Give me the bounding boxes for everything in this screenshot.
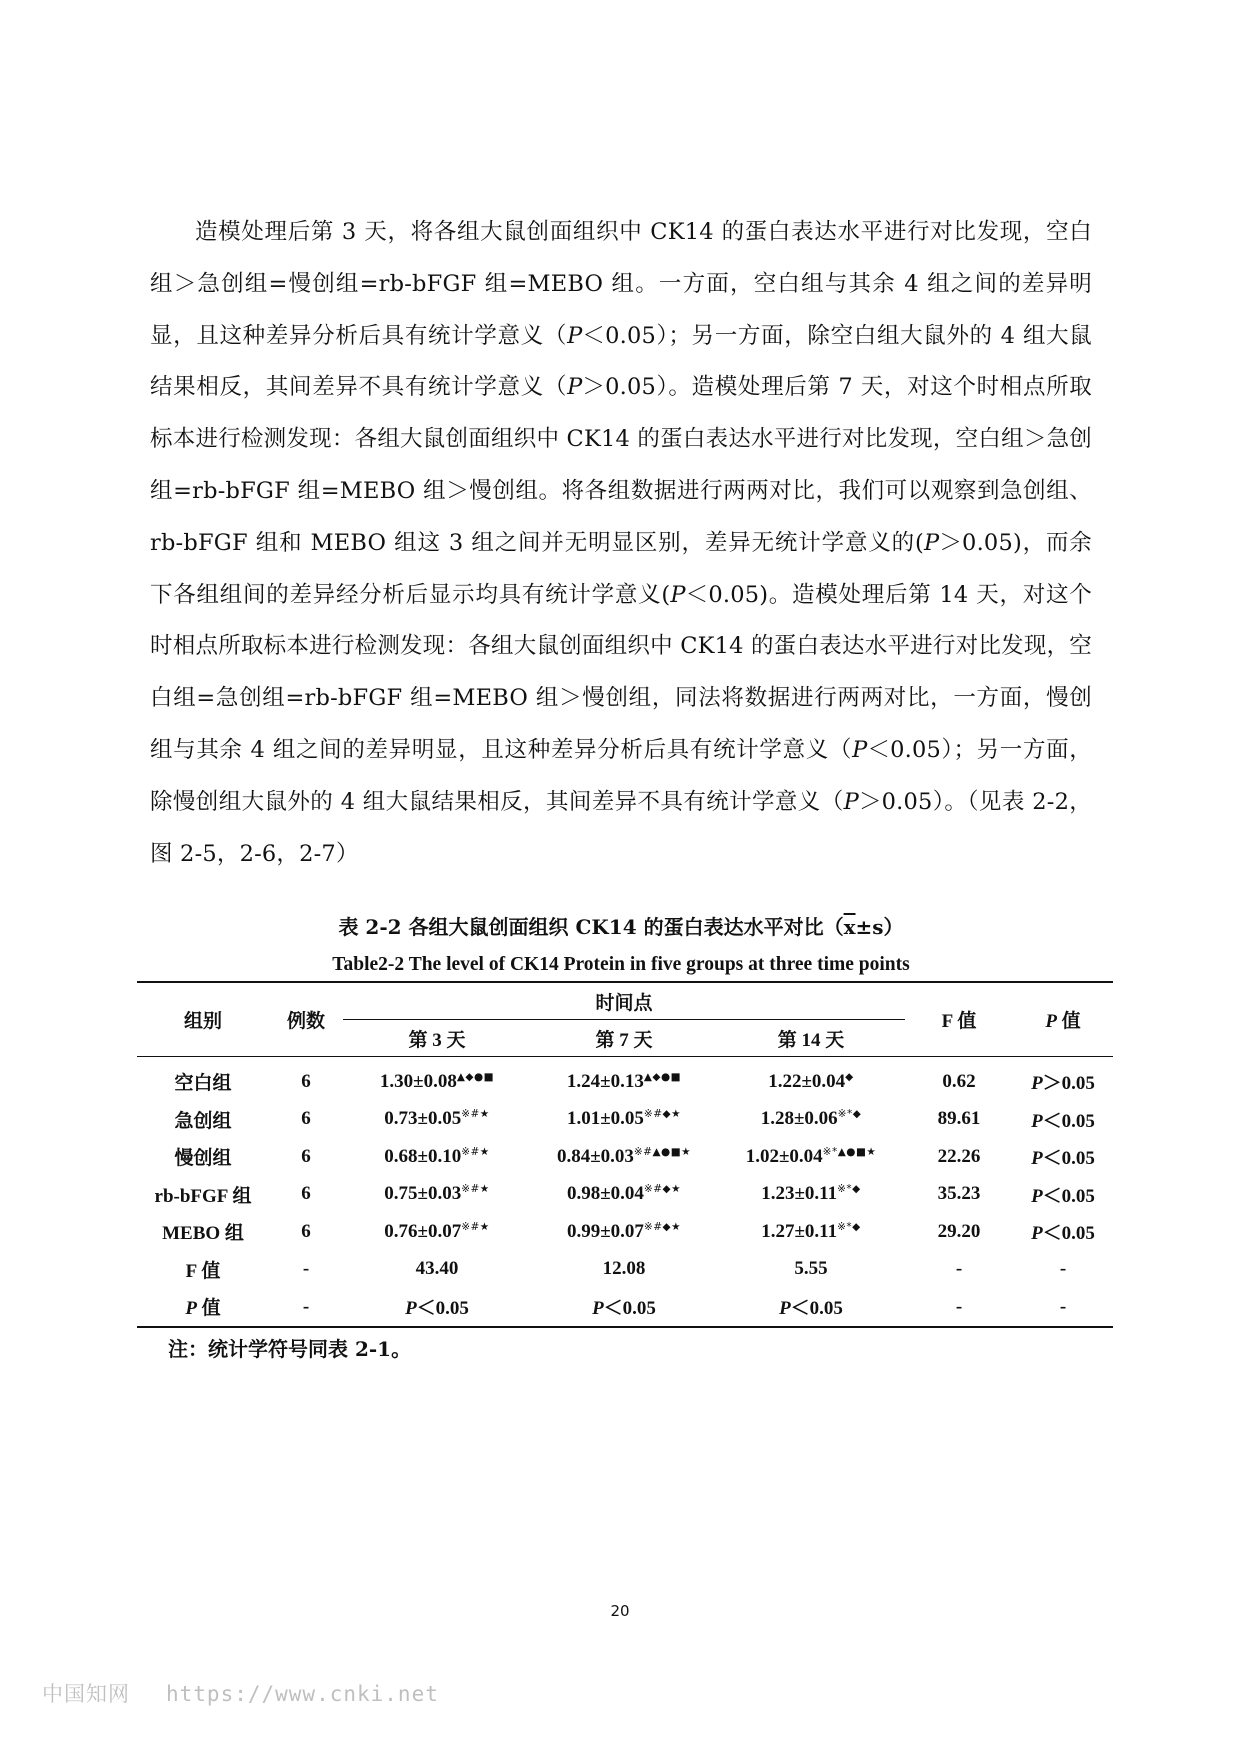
table-row	[137, 1057, 1113, 1101]
header-timepoint: 时间点	[343, 982, 905, 1020]
header-day3: 第 3 天	[408, 1029, 466, 1051]
n-cell: 6	[301, 1220, 311, 1242]
stat-symbols: ※#◆★	[643, 1220, 682, 1233]
n-cell: 6	[301, 1070, 311, 1092]
cnki-watermark: 中国知网 https://www.cnki.net	[42, 1682, 439, 1706]
stat-symbols: ◆	[845, 1070, 854, 1083]
d7-cell: 0.98±0.04※#◆★	[566, 1183, 682, 1205]
italic-p: P	[567, 374, 583, 401]
f-value-row	[137, 1251, 1113, 1289]
group-cell: 急创组	[174, 1110, 232, 1132]
stat-symbols: ※#★	[461, 1108, 490, 1121]
p-cell: P＜0.05	[1031, 1223, 1095, 1245]
p-row-day3: P＜0.05	[405, 1298, 469, 1320]
italic-p: P	[567, 322, 583, 349]
d14-cell: 1.02±0.04※*▲●■★	[745, 1145, 877, 1167]
d14-cell: 1.22±0.04◆	[768, 1070, 854, 1092]
p-row-f: -	[955, 1295, 963, 1317]
d14-cell: 1.27±0.11※*◆	[761, 1220, 861, 1242]
italic-p: P	[852, 736, 868, 763]
d3-cell: 0.76±0.07※#★	[384, 1220, 490, 1242]
table-row	[137, 1138, 1113, 1176]
f-row-day7: 12.08	[602, 1258, 646, 1280]
n-cell: 6	[301, 1183, 311, 1205]
f-row-f: -	[955, 1258, 963, 1280]
d7-cell: 1.24±0.13▲◆●■	[566, 1070, 682, 1092]
f-row-label: F 值	[185, 1260, 221, 1282]
p-cell: P＞0.05	[1031, 1073, 1095, 1095]
d7-cell: 0.84±0.03※#▲●■★	[556, 1145, 692, 1167]
f-row-day14: 5.55	[794, 1258, 828, 1280]
n-cell: 6	[301, 1145, 311, 1167]
header-p: P 值	[1045, 1011, 1081, 1032]
stat-symbols: ▲◆●■	[456, 1070, 495, 1083]
d3-cell: 0.75±0.03※#★	[384, 1183, 490, 1205]
stat-symbols: ※#★	[461, 1183, 490, 1196]
page-number: 20	[610, 1602, 630, 1620]
text-run: ＜0.05）；另一方面，除空白组大鼠外的 4 组大鼠结果相反，其间差异不具有统计学意义（	[150, 322, 1092, 401]
table-row	[137, 1213, 1113, 1251]
stat-symbols: ※#▲●■★	[633, 1145, 692, 1158]
p-cell: P＜0.05	[1031, 1110, 1095, 1132]
text-run: ＞0.05)，而余下各组组间的差异经分析后显示均具有统计学意义(	[150, 529, 1092, 608]
p-row-day14: P＜0.05	[779, 1298, 843, 1320]
table-caption-en: Table2-2 The level of CK14 Protein in five groups at three time points	[332, 954, 910, 975]
header-day7: 第 7 天	[595, 1029, 653, 1051]
italic-p: P	[924, 529, 940, 556]
p-row-label: P 值	[185, 1298, 221, 1320]
stat-symbols: ※*◆	[837, 1220, 861, 1233]
f-cell: 89.61	[937, 1108, 981, 1130]
text-run: ＜0.05)。造模处理后第 14 天，对这个时相点所取标本进行检测发现：各组大鼠创面组织中 CK14 的蛋白表达水平进行对比发现，空白组=急创组=rb-bFGF 组=MEBO 组＞慢创组，同法将数据进行两两对比，一方面，慢创组与其余 4 组之间的差异明显，且这种差异分析后具有统计学意义（	[150, 581, 1092, 763]
n-cell: 6	[301, 1108, 311, 1130]
stat-symbols: ※#★	[461, 1220, 490, 1233]
d14-cell: 1.23±0.11※*◆	[761, 1183, 861, 1205]
stat-symbols: ※*◆	[837, 1183, 861, 1196]
table-caption-cn: 表 2-2 各组大鼠创面组织 CK14 的蛋白表达水平对比$(\overline{x}\pm s)$	[338, 915, 904, 939]
header-n: 例数	[286, 1011, 325, 1032]
d7-cell: 0.99±0.07※#◆★	[566, 1220, 682, 1242]
p-value-row	[137, 1288, 1113, 1327]
p-row-day7: P＜0.05	[592, 1298, 656, 1320]
group-cell: MEBO 组	[162, 1223, 244, 1245]
header-f: F 值	[941, 1011, 977, 1032]
table-note: 注：统计学符号同表 2-1。	[168, 1337, 412, 1361]
f-cell: 29.20	[937, 1220, 981, 1242]
stat-symbols: ※#◆★	[643, 1108, 682, 1121]
stat-symbols: ※*◆	[837, 1108, 862, 1121]
p-cell: P＜0.05	[1031, 1185, 1095, 1207]
stat-symbols: ▲◆●■	[643, 1070, 682, 1083]
text-run: 造模处理后第 3 天，将各组大鼠创面组织中 CK14 的蛋白表达水平进行对比发现，空白组＞急创组=慢创组=rb-bFGF 组=MEBO 组。一方面，空白组与其余 4 组之间的差异明显，且这种差异分析后具有统计学意义（	[150, 219, 1092, 349]
italic-p: P	[670, 581, 686, 608]
table-row	[137, 1176, 1113, 1214]
text-run: ＜0.05）；另一方面，除慢创组大鼠外的 4 组大鼠结果相反，其间差异不具有统计学意义（	[150, 736, 1092, 815]
text-run: ＞0.05）。（见表 2-2，图 2-5，2-6，2-7）	[150, 788, 1092, 867]
d3-cell: 0.68±0.10※#★	[384, 1145, 490, 1167]
stat-symbols: ※#★	[461, 1145, 490, 1158]
f-row-n: -	[302, 1258, 310, 1280]
group-cell: 慢创组	[174, 1148, 232, 1170]
f-row-p: -	[1059, 1258, 1067, 1280]
f-cell: 0.62	[942, 1070, 976, 1092]
table-row	[137, 1101, 1113, 1139]
stat-symbols: ※*▲●■★	[822, 1145, 877, 1158]
p-cell: P＜0.05	[1031, 1148, 1095, 1170]
p-row-n: -	[302, 1295, 310, 1317]
group-cell: rb-bFGF 组	[154, 1185, 252, 1207]
f-cell: 22.26	[937, 1145, 981, 1167]
body-paragraph	[150, 207, 1092, 880]
d7-cell: 1.01±0.05※#◆★	[566, 1108, 682, 1130]
ck14-table	[137, 981, 1113, 1328]
group-cell: 空白组	[174, 1073, 232, 1095]
header-day14: 第 14 天	[777, 1029, 845, 1051]
f-row-day3: 43.40	[415, 1258, 459, 1280]
d3-cell: 1.30±0.08▲◆●■	[379, 1070, 495, 1092]
table-body	[137, 1057, 1113, 1327]
header-group: 组别	[183, 1011, 222, 1032]
p-row-p: -	[1059, 1295, 1067, 1317]
stat-symbols: ※#◆★	[643, 1183, 682, 1196]
italic-p: P	[843, 788, 859, 815]
d14-cell: 1.28±0.06※*◆	[760, 1108, 862, 1130]
f-cell: 35.23	[937, 1183, 981, 1205]
text-run: ＞0.05）。造模处理后第 7 天，对这个时相点所取标本进行检测发现：各组大鼠创面组织中 CK14 的蛋白表达水平进行对比发现，空白组＞急创组=rb-bFGF 组=MEBO 组＞慢创组。将各组数据进行两两对比，我们可以观察到急创组、rb-bFGF 组和 MEBO 组这 3 组之间并无明显区别，差异无统计学意义的(	[150, 374, 1092, 556]
d3-cell: 0.73±0.05※#★	[384, 1108, 490, 1130]
